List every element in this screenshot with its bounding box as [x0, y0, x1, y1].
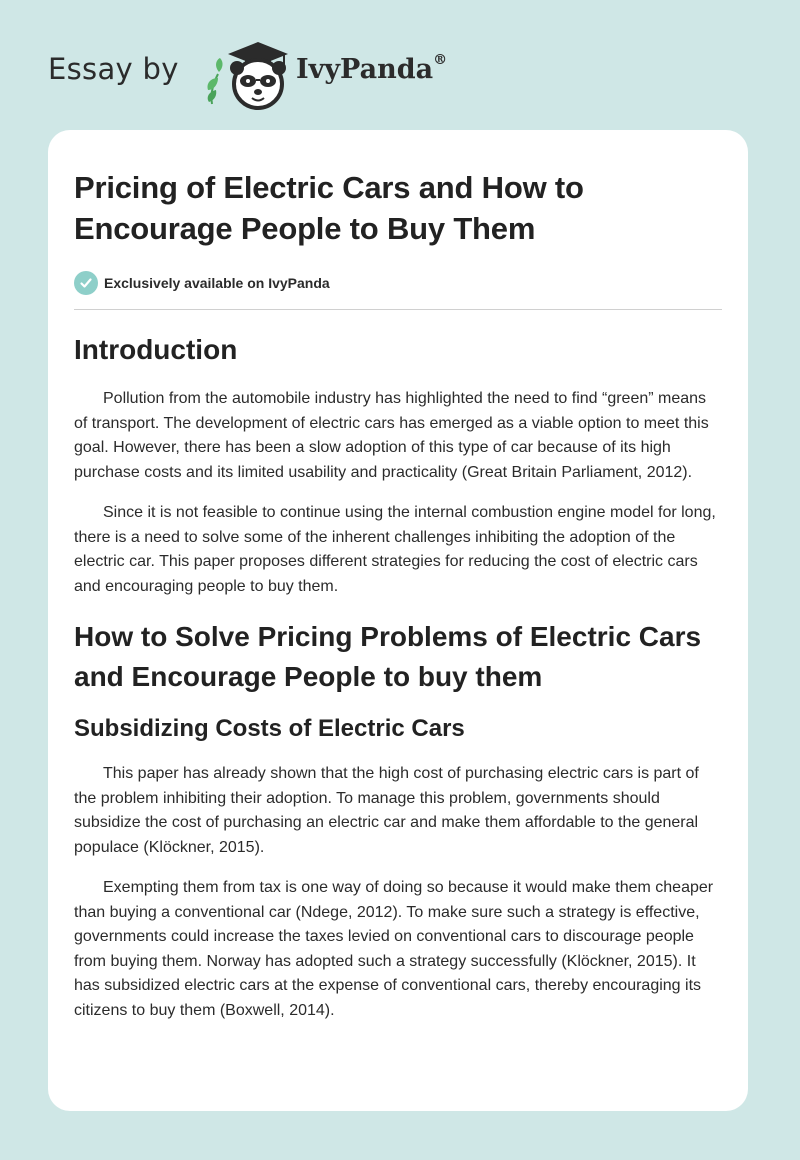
panda-graduate-icon[interactable]	[200, 34, 296, 114]
essay-title: Pricing of Electric Cars and How to Encourage People to Buy Them	[74, 170, 584, 246]
paragraph: This paper has already shown that the high cost of purchasing electric cars is part of the problem inhibiting their adoption. To manage this problem, governments should subsidize the cost of purchasing an electric car and make them affordable to the general populace (Klöckner, 2015).	[74, 765, 699, 856]
check-icon	[74, 271, 98, 295]
paragraph: Exempting them from tax is one way of doing so because it would make them cheaper than buying a conventional car (Ndege, 2012). To make sure such a strategy is effective, governments could increase the taxes levied on conventional cars to discourage people from buying them. Norway has adopted such a strategy successfully (Klöckner, 2015). It has subsidized electric cars at the expense of conventional cars, thereby encouraging its citizens to buy them (Boxwell, 2014).	[74, 879, 714, 1019]
site-header	[0, 0, 800, 130]
brand-name[interactable]	[296, 54, 447, 85]
essay-card	[48, 130, 748, 1111]
section-heading-introduction: Introduction	[74, 334, 238, 365]
registered-mark: ®	[433, 52, 448, 68]
paragraph: Pollution from the automobile industry has highlighted the need to find “green” means of transport. The development of electric cars has emerged as a viable option to meet this goal. However, there has been a slow adoption of this type of car because of its high purchase costs and its limited usability and practicality (Great Britain Parliament, 2012).	[74, 390, 709, 481]
brand-prefix: Essay by	[48, 52, 179, 86]
subsection-heading-subsidizing: Subsidizing Costs of Electric Cars	[74, 715, 465, 742]
section-heading-pricing-solutions: How to Solve Pricing Problems of Electric Cars and Encourage People to buy them	[74, 621, 702, 692]
brand-name-text: IvyPanda	[296, 54, 434, 85]
exclusive-badge-label: Exclusively available on IvyPanda	[104, 275, 330, 291]
exclusive-badge	[74, 271, 722, 310]
paragraph: Since it is not feasible to continue using the internal combustion engine model for long, there is a need to solve some of the inherent challenges inhibiting the adoption of the electric car. This paper proposes different strategies for reducing the cost of electric cars and encouraging people to buy them.	[74, 504, 716, 595]
